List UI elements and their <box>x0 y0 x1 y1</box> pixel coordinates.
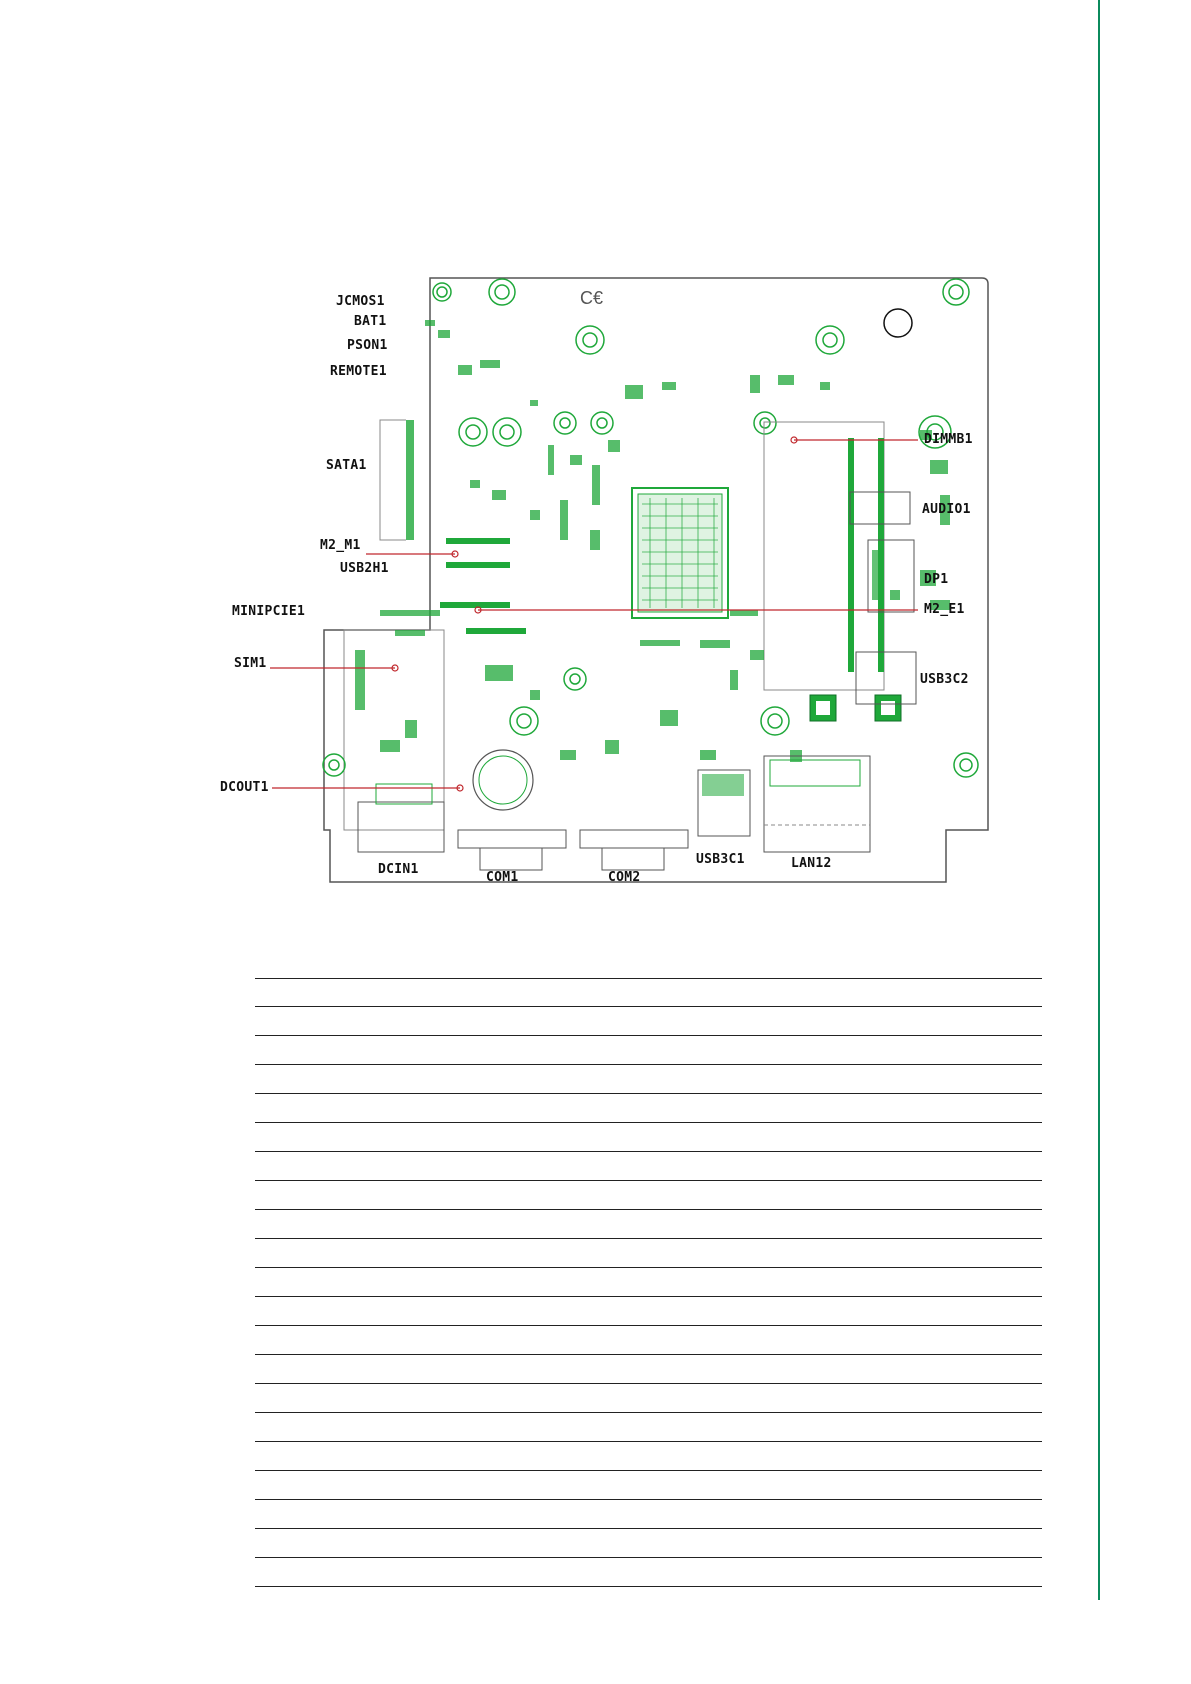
table-row <box>255 1326 1042 1355</box>
table-row <box>255 1384 1042 1413</box>
table-row <box>255 1268 1042 1297</box>
sata-connector <box>406 420 414 540</box>
table-row <box>255 1210 1042 1239</box>
m2-m-connector <box>446 538 510 544</box>
table-row <box>255 1123 1042 1152</box>
table-row <box>255 1529 1042 1558</box>
table-row <box>255 1413 1042 1442</box>
label-audio1: AUDIO1 <box>922 502 971 517</box>
m2-e-connector <box>440 602 510 608</box>
label-dcin1: DCIN1 <box>378 862 419 877</box>
motherboard-diagram <box>220 270 1080 930</box>
label-com1: COM1 <box>486 870 519 885</box>
label-sim1: SIM1 <box>234 656 267 671</box>
table-row <box>255 1181 1042 1210</box>
label-remote1: REMOTE1 <box>330 364 387 379</box>
table-row <box>255 1152 1042 1181</box>
table-row <box>255 1065 1042 1094</box>
empty-table <box>255 978 1042 1587</box>
table-row <box>255 1007 1042 1036</box>
table-row <box>255 1297 1042 1326</box>
page-edge-rule <box>1098 0 1100 1600</box>
label-minipcie1: MINIPCIE1 <box>232 604 306 619</box>
label-usb2h1: USB2H1 <box>340 561 389 576</box>
label-dimmb1: DIMMB1 <box>924 432 973 447</box>
table-row <box>255 1239 1042 1268</box>
table-row <box>255 1094 1042 1123</box>
dcin-connector <box>358 802 444 852</box>
label-usb3c1: USB3C1 <box>696 852 745 867</box>
table-row <box>255 978 1042 1007</box>
label-dp1: DP1 <box>924 572 949 587</box>
table-row <box>255 1558 1042 1587</box>
label-bat1: BAT1 <box>354 314 387 329</box>
lan12-connector <box>764 756 870 852</box>
label-jcmos1: JCMOS1 <box>336 294 385 309</box>
label-m2-e1: M2_E1 <box>924 602 965 617</box>
label-sata1: SATA1 <box>326 458 367 473</box>
com1-connector <box>458 830 566 848</box>
label-com2: COM2 <box>608 870 641 885</box>
label-pson1: PSON1 <box>347 338 388 353</box>
label-usb3c2: USB3C2 <box>920 672 969 687</box>
table-row <box>255 1355 1042 1384</box>
table-row <box>255 1500 1042 1529</box>
ce-mark: C€ <box>580 288 604 308</box>
com2-connector <box>580 830 688 848</box>
battery-holder <box>473 750 533 810</box>
large-round-hole <box>884 309 912 337</box>
table-row <box>255 1442 1042 1471</box>
label-dcout1: DCOUT1 <box>220 780 269 795</box>
table-row <box>255 1036 1042 1065</box>
label-m2-m1: M2_M1 <box>320 538 361 553</box>
table-row <box>255 1471 1042 1500</box>
label-lan12: LAN12 <box>791 856 832 871</box>
dimm-socket <box>764 422 884 690</box>
